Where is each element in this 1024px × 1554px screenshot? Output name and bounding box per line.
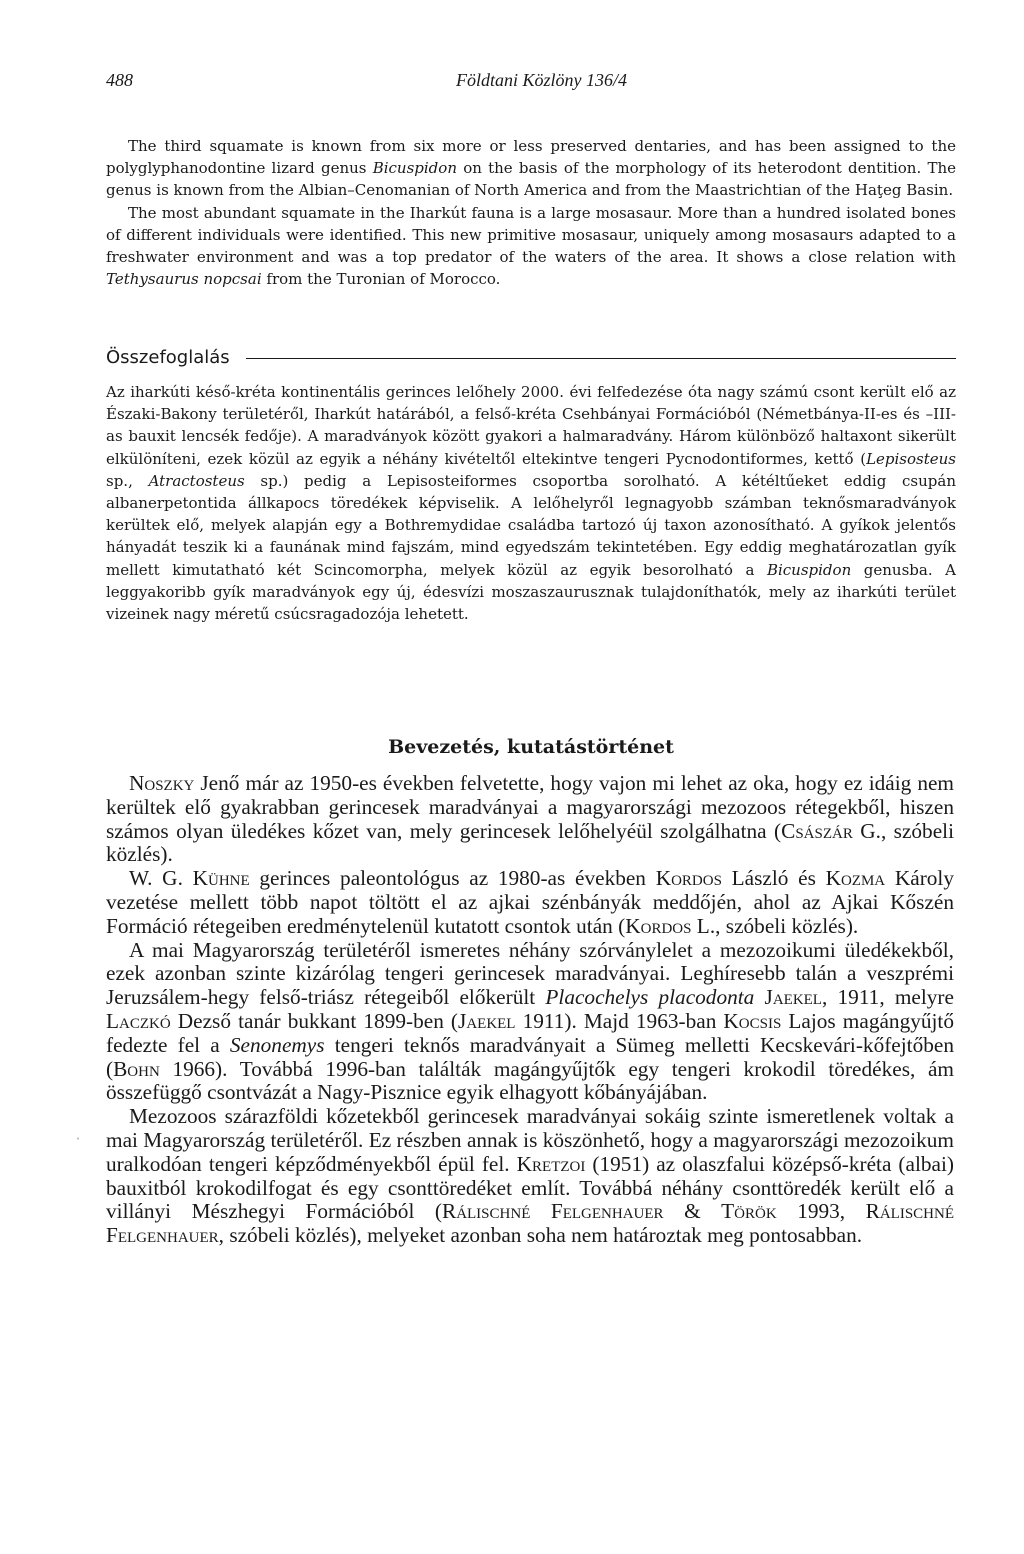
text-run: László és xyxy=(721,866,826,891)
osszefoglalas-heading xyxy=(106,343,956,371)
heading-rule xyxy=(246,358,956,359)
english-abstract xyxy=(106,135,956,290)
genus-name: Lepisosteus xyxy=(866,449,956,468)
text-run: genusba. A leggyakoribb gyík maradványok egy új, édesvízi moszaszaurusznak tulajdoníthatók, mely az iharkúti terület vizeinek nagy méretű csúcsragadozója lehetett. xyxy=(106,560,956,624)
abstract-paragraph xyxy=(106,135,956,202)
text-run: G., szóbeli közlés). xyxy=(106,818,954,867)
intro-paragraph xyxy=(106,867,954,938)
author-name: Bohn xyxy=(113,1056,160,1081)
author-name: Kühne xyxy=(192,866,250,891)
text-run: 1993, xyxy=(776,1199,866,1224)
author-name: Jaekel xyxy=(458,1008,516,1033)
author-name: Kordos xyxy=(625,913,692,938)
intro-paragraph xyxy=(106,1105,954,1248)
text-run: Az iharkúti késő-kréta kontinentális gerinces lelőhely 2000. évi felfedezése óta nagy számú csont került elő az Északi-Bakony területéről, Iharkút határából, a felső-kréta Csehbányai Formációból (Németbánya-II-es és –III-as bauxit lencsék fedője). A maradványok között gyakori a halmaradvány. Három különböző haltaxont sikerült elkülöníteni, ezek közül az egyik a néhány kivételtől eltekintve tengeri Pycnodontiformes, kettő ( xyxy=(106,383,956,468)
text-run: W. G. xyxy=(129,866,193,891)
text-run: Dezső tanár bukkant 1899-ben ( xyxy=(170,1008,459,1033)
genus-name: Bicuspidon xyxy=(766,560,852,579)
species-name: Placochelys placodonta xyxy=(545,985,755,1010)
text-run: (1951) az olaszfalui középső-kréta (albai) bauxitból krokodilfogat és egy csonttöredéket említ. Továbbá néhány csonttöredék került elő a villányi Mészhegyi Formációból ( xyxy=(106,1151,955,1224)
text-run: The third squamate is known from six more or less preserved dentaries, and has been assigned to the polyglyphanodontine lizard genus xyxy=(106,137,956,178)
section-heading-label: Összefoglalás xyxy=(106,346,230,368)
text-run: sp.) pedig a Lepisosteiformes csoportba sorolható. A kétéltűeket eddig csupán albanerpetontida állkapocs töredékek képviselik. A lelőhelyről legnagyobb számban teknősmaradványok kerültek elő, melyek alapján egy a Bothremydidae családba tartozó új taxon azonosítható. A gyíkok jelentős hányadát teszik ki a faunának mind fajszám, mind egyedszám tekintetében. Egy eddig meghatározatlan gyík mellett kimutatható két Scincomorpha, melyek közül az egyik besorolható a xyxy=(106,471,956,579)
text-run: , szóbeli közlés), melyeket azonban soha nem határoztak meg pontosabban. xyxy=(218,1223,863,1248)
text-run: Mezozoos szárazföldi kőzetekből gerincesek maradványai sokáig szinte ismeretlenek voltak a mai Magyarország területéről. Ez részben annak is köszönhető, hogy a magyarországi mezozoikum uralkodóan tengeri képződményekből épül fel. xyxy=(106,1104,954,1176)
text-run: from the Turonian of Morocco. xyxy=(261,270,501,289)
page-number: 488 xyxy=(106,70,133,90)
species-name: Tethysaurus nopcsai xyxy=(106,270,262,289)
genus-name: Senonemys xyxy=(229,1032,325,1057)
author-name: Császár xyxy=(781,818,853,843)
text-run: Károly vezetése mellett több napot töltött el az ajkai szénbányák meddőjén, ahol az Ajkai Kőszén Formáció rétegeiben eredménytelenül kutatott csontok után ( xyxy=(106,866,954,938)
page-header xyxy=(106,70,954,94)
author-name: Jaekel xyxy=(764,985,822,1010)
text-run: , 1911, melyre xyxy=(821,985,954,1010)
intro-paragraph xyxy=(106,772,954,867)
margin-mark: ˌ xyxy=(76,1126,80,1140)
intro-paragraph xyxy=(106,939,954,1106)
hungarian-summary xyxy=(106,381,956,625)
text-run: 1966). Továbbá 1996-ban találták magángyűjtők egy tengeri krokodil töredékes, ám összefüggő csontvázát a Nagy-Pisznice egyik elhagyott kőbányájában. xyxy=(106,1056,954,1105)
text-run xyxy=(754,985,764,1009)
text-run: Jenő már az 1950-es években felvetette, hogy vajon mi lehet az oka, hogy ez idáig nem kerültek elő gyakrabban gerincesek maradványai a magyarországi mezozoos rétegekből, hiszen számos olyan üledékes kőzet van, mely gerincesek lelőhelyéül szolgálhatna ( xyxy=(106,771,954,843)
author-name: Rálischné Felgenhauer xyxy=(106,1199,954,1248)
author-name: Kozma xyxy=(825,866,886,891)
text-run: 1911). Majd 1963-ban xyxy=(515,1008,724,1033)
text-run: on the basis of the morphology of its heterodont dentition. The genus is known from the Albian–Cenomanian of North America and from the Maastrichtian of the Haţeg Basin. xyxy=(106,159,956,200)
abstract-paragraph xyxy=(106,202,956,291)
chapter-title: Bevezetés, kutatástörténet xyxy=(388,736,674,758)
text-run: The most abundant squamate in the Iharkút fauna is a large mosasaur. More than a hundred isolated bones of different individuals were identified. This new primitive mosasaur, uniquely among mosasaurs adapted to a freshwater environment and was a top predator of the waters of the area. It shows a close relation with xyxy=(106,203,956,267)
author-name: Kordos xyxy=(655,866,722,891)
genus-name: Bicuspidon xyxy=(372,159,457,178)
text-run: tengeri teknős maradványait a Sümeg melletti Kecskevári-kőfejtőben ( xyxy=(106,1032,954,1081)
summary-paragraph xyxy=(106,381,956,625)
text-run: L., szóbeli közlés). xyxy=(691,913,859,938)
author-name: Noszky xyxy=(129,771,195,795)
author-name: Laczkó xyxy=(106,1008,171,1033)
author-name: Rálischné Felgenhauer xyxy=(441,1199,664,1224)
text-run: & xyxy=(663,1199,722,1224)
text-run: Lajos magángyűjtő fedezte fel a xyxy=(106,1008,955,1057)
author-name: Török xyxy=(721,1199,777,1224)
text-run: A mai Magyarország területéről ismeretes néhány szórványlelet a mezozoikumi üledékekből, ezek azonban szinte kizárólag tengeri gerincesek maradványai. Leghíresebb talán a veszprémi Jeruzsálem-hegy felső-triász rétegeiből előkerült xyxy=(106,937,954,1010)
journal-title: Földtani Közlöny 136/4 xyxy=(456,70,627,90)
introduction-body xyxy=(106,772,954,1248)
author-name: Kretzoi xyxy=(516,1151,586,1176)
text-run: gerinces paleontológus az 1980-as években xyxy=(249,866,656,891)
text-run: sp., xyxy=(106,471,149,490)
genus-name: Atractosteus xyxy=(148,471,245,490)
author-name: Kocsis xyxy=(723,1008,782,1033)
